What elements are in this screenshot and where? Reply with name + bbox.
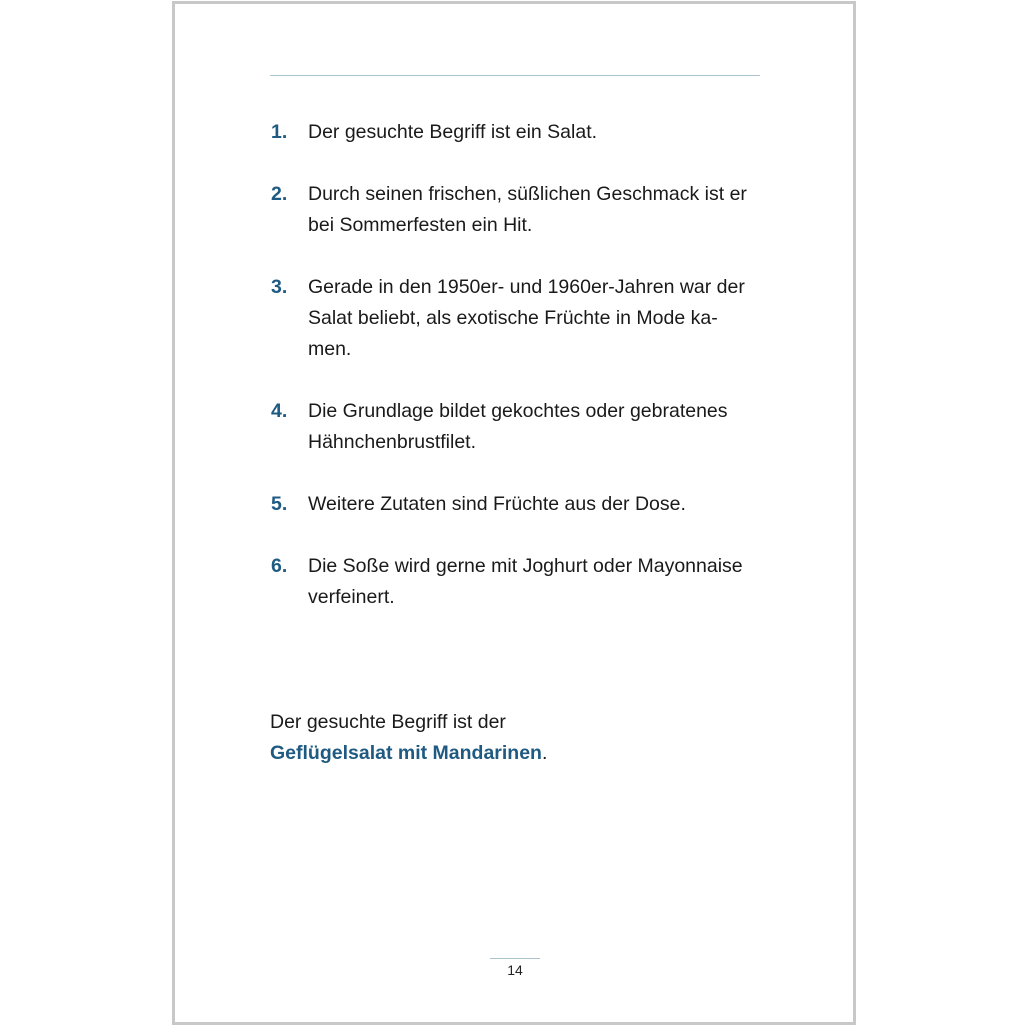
clue-list <box>271 117 771 644</box>
clue-line: men. <box>308 338 352 360</box>
page-number: 14 <box>507 962 523 978</box>
clue-item-2 <box>271 179 771 241</box>
clue-text <box>308 489 771 520</box>
clue-number: 2. <box>271 183 288 205</box>
clue-number: 6. <box>271 555 288 577</box>
clue-item-4 <box>271 396 771 458</box>
clue-line: Die Grundlage bildet gekochtes oder gebratenes <box>308 400 728 422</box>
answer-block <box>270 707 770 769</box>
clue-number: 5. <box>271 493 288 515</box>
clue-line: Die Soße wird gerne mit Joghurt oder Mayonnaise <box>308 555 743 577</box>
clue-number: 3. <box>271 276 288 298</box>
clue-text <box>308 551 771 613</box>
clue-item-1 <box>271 117 771 148</box>
clue-line: Salat beliebt, als exotische Früchte in Mode ka- <box>308 307 718 329</box>
clue-line: Weitere Zutaten sind Früchte aus der Dose. <box>308 493 686 515</box>
clue-line: Hähnchenbrustfilet. <box>308 431 477 453</box>
answer-punctuation: . <box>541 742 548 764</box>
clue-item-6 <box>271 551 771 613</box>
clue-text <box>308 179 771 241</box>
clue-line: bei Sommerfesten ein Hit. <box>308 214 533 236</box>
answer-intro: Der gesuchte Begriff ist der <box>270 711 506 733</box>
clue-line: verfeinert. <box>308 586 395 608</box>
clue-line: Der gesuchte Begriff ist ein Salat. <box>308 121 598 143</box>
clue-line: Durch seinen frischen, süßlichen Geschmack ist er <box>308 183 747 205</box>
footer-divider <box>490 958 540 959</box>
top-divider <box>270 75 760 76</box>
clue-text <box>308 396 771 458</box>
book-page <box>172 1 856 1025</box>
clue-text <box>308 272 771 365</box>
answer-term: Geflügelsalat mit Mandarinen <box>270 742 542 764</box>
clue-item-3 <box>271 272 771 365</box>
answer-line <box>270 738 770 769</box>
clue-number: 4. <box>271 400 288 422</box>
clue-line: Gerade in den 1950er- und 1960er-Jahren war der <box>308 276 745 298</box>
clue-text <box>308 117 771 148</box>
clue-item-5 <box>271 489 771 520</box>
clue-number: 1. <box>271 121 288 143</box>
